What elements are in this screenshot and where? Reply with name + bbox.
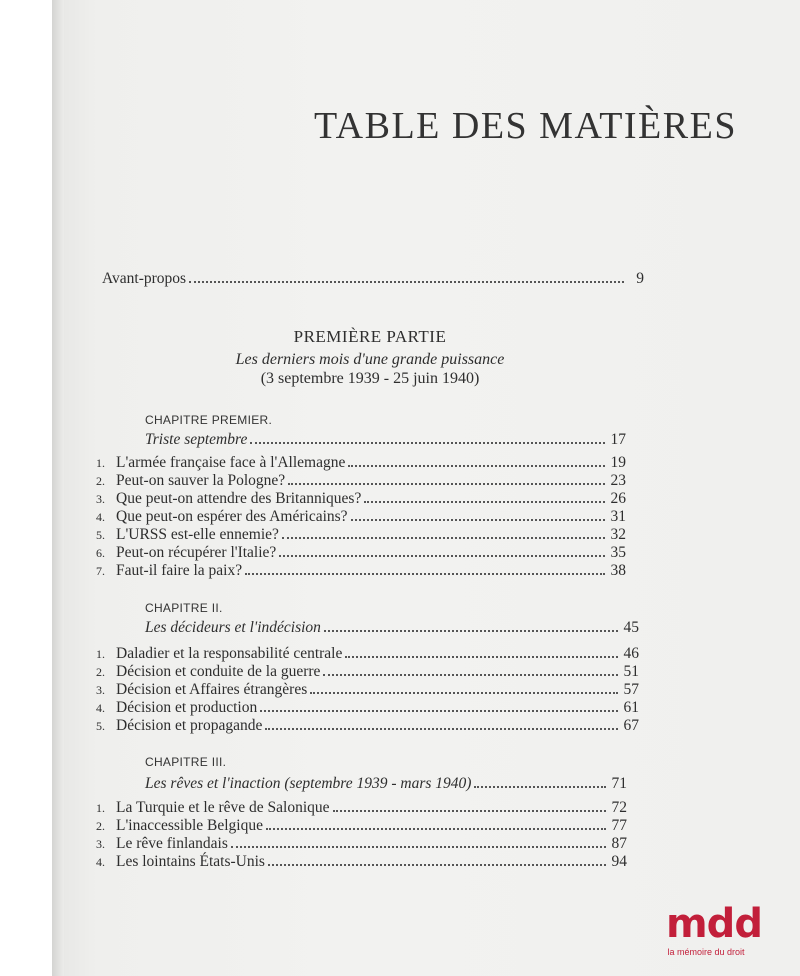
section-label: Décision et Affaires étrangères [116,681,308,698]
section-label: Peut-on sauver la Pologne? [116,472,286,489]
toc-section[interactable] [96,835,627,853]
chapter-title-entry[interactable] [145,775,627,793]
section-page: 31 [610,508,626,525]
dot-leader [245,573,604,575]
section-number: 3. [96,683,105,697]
chapter-heading: CHAPITRE III. [145,755,227,769]
dot-leader [474,786,605,788]
section-number: 4. [96,701,105,715]
section-label: Décision et conduite de la guerre [116,663,321,680]
section-page: 72 [611,799,627,816]
page-title: TABLE DES MATIÈRES [314,105,737,147]
chapter-title: Les rêves et l'inaction (septembre 1939 - mars 1940) [145,775,472,792]
section-label: Daladier et la responsabilité centrale [116,645,343,662]
section-page: 51 [623,663,639,680]
chapter-page: 71 [611,775,627,792]
dot-leader [266,828,606,830]
toc-section[interactable] [96,490,626,508]
section-number: 2. [96,665,105,679]
chapter-title-entry[interactable] [145,431,626,449]
chapter-title: Triste septembre [145,431,248,448]
toc-entry-avant-propos[interactable] [102,270,644,288]
section-page: 26 [610,490,626,507]
section-number: 3. [96,837,105,851]
toc-section[interactable] [96,645,639,663]
dot-leader [260,710,617,712]
toc-section[interactable] [96,508,626,526]
toc-section[interactable] [96,699,639,717]
dot-leader [364,501,604,503]
toc-section[interactable] [96,681,639,699]
section-label: L'inaccessible Belgique [116,817,263,834]
toc-section[interactable] [96,817,627,835]
part-dates: (3 septembre 1939 - 25 juin 1940) [260,370,480,387]
toc-section[interactable] [96,799,627,817]
page-gutter [52,0,64,976]
chapter-page: 17 [610,431,626,448]
chapter-title: Les décideurs et l'indécision [145,619,321,636]
section-label: Que peut-on attendre des Britanniques? [116,490,362,507]
chapter-page: 45 [623,619,639,636]
toc-entry-page: 9 [636,270,644,287]
dot-leader [345,656,617,658]
dot-leader [333,810,606,812]
section-number: 1. [96,456,105,470]
dot-leader [351,519,605,521]
toc-section[interactable] [96,717,639,735]
dot-leader [348,465,604,467]
section-label: Le rêve finlandais [116,835,228,852]
section-number: 2. [96,819,105,833]
chapter-heading: CHAPITRE II. [145,601,223,615]
section-number: 5. [96,719,105,733]
section-page: 35 [610,544,626,561]
section-number: 3. [96,492,105,506]
toc-section[interactable] [96,663,639,681]
dot-leader [268,864,606,866]
logo-mark: mdd [666,901,762,947]
section-page: 38 [610,562,626,579]
toc-section[interactable] [96,454,626,472]
toc-section[interactable] [96,544,626,562]
toc-section[interactable] [96,472,626,490]
dot-leader [265,728,617,730]
section-page: 77 [611,817,627,834]
section-label: Peut-on récupérer l'Italie? [116,544,277,561]
dot-leader [323,674,617,676]
dot-leader [231,846,606,848]
toc-section[interactable] [96,853,627,871]
section-page: 94 [611,853,627,870]
section-label: La Turquie et le rêve de Salonique [116,799,330,816]
dot-leader [282,537,605,539]
dot-leader [189,281,624,283]
section-page: 67 [623,717,639,734]
section-number: 1. [96,647,105,661]
part-subtitle: Les derniers mois d'une grande puissance [235,351,505,368]
section-page: 87 [611,835,627,852]
dot-leader [279,555,604,557]
dot-leader [324,630,618,632]
chapter-title-entry[interactable] [145,619,639,637]
section-number: 4. [96,510,105,524]
section-page: 32 [610,526,626,543]
mdd-logo[interactable] [666,901,762,968]
dot-leader [288,483,604,485]
section-label: Décision et production [116,699,258,716]
section-number: 7. [96,564,105,578]
section-number: 1. [96,801,105,815]
toc-entry-label: Avant-propos [102,270,187,287]
section-number: 6. [96,546,105,560]
section-label: Décision et propagande [116,717,263,734]
section-page: 19 [610,454,626,471]
section-label: Les lointains États-Unis [116,853,265,870]
section-label: L'URSS est-elle ennemie? [116,526,279,543]
section-page: 61 [623,699,639,716]
section-number: 5. [96,528,105,542]
dot-leader [250,442,604,444]
chapter-heading: CHAPITRE PREMIER. [145,413,273,427]
part-heading: PREMIÈRE PARTIE [293,327,447,346]
section-label: L'armée française face à l'Allemagne [116,454,346,471]
section-label: Faut-il faire la paix? [116,562,243,579]
section-page: 23 [610,472,626,489]
section-number: 2. [96,474,105,488]
section-page: 46 [623,645,639,662]
logo-tagline: la mémoire du droit [667,947,745,957]
section-number: 4. [96,855,105,869]
section-page: 57 [623,681,639,698]
dot-leader [310,692,617,694]
section-label: Que peut-on espérer des Américains? [116,508,348,525]
toc-section[interactable] [96,526,626,544]
toc-section[interactable] [96,562,626,580]
